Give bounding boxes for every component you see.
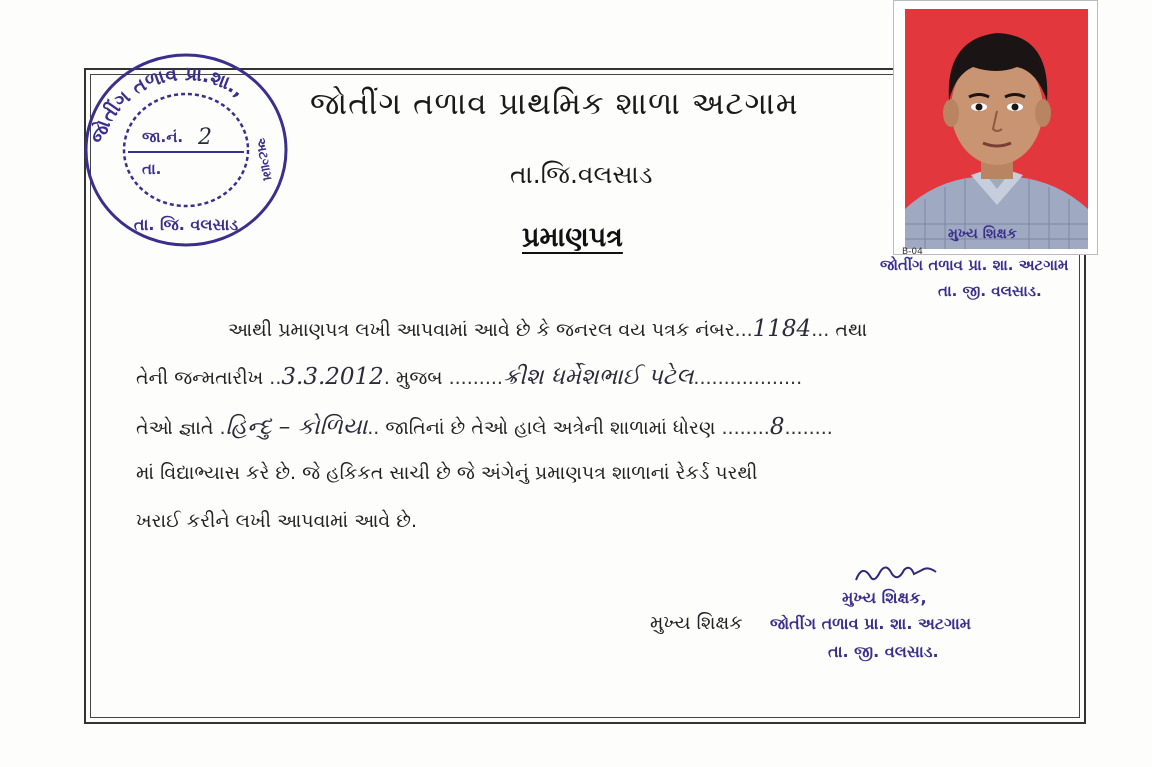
line3-middle: જાતિનાં છે તેઓ હાલે અત્રેની શાળામાં ધોરણ <box>385 417 716 439</box>
photo-stamp-line1: મુખ્ય શિક્ષક <box>948 226 1017 242</box>
student-name: ક્રીશ ધર્મેશભાઈ પટેલ <box>502 364 694 390</box>
body-line-2: તેની જન્મતારીખ ..3.3.2012. મુજબ .........ક્રીશ ધર્મેશભાઈ પટેલ.................. <box>136 364 803 390</box>
photo-stamp-code: B-04 <box>902 247 923 257</box>
body-line-5: ખરાઈ કરીને લખી આપવામાં આવે છે. <box>136 510 417 532</box>
seal-right-text: અટગામ <box>252 136 275 182</box>
signature-stamp-line1: મુખ્ય શિક્ષક, <box>842 588 927 607</box>
line1-end: તથા <box>835 319 868 341</box>
seal-reg-label: જા.નં. <box>142 128 184 146</box>
photo-background <box>905 9 1088 249</box>
caste-value: હિન્દુ – કોળિયા <box>225 414 368 440</box>
body-line-1: આથી પ્રમાણપત્ર લખી આપવામાં આવે છે કે જનરલ વય પત્રક નંબર...1184... તથા <box>228 316 868 342</box>
signature-stamp-line2: જોતીંગ તળાવ પ્રા. શા. અટગામ <box>770 614 972 633</box>
standard-value: 8 <box>769 414 785 440</box>
district-line: તા.જિ.વલસાડ <box>510 160 653 189</box>
seal-reg-value: 2 <box>198 125 212 150</box>
register-number: 1184 <box>752 316 812 342</box>
signature-label: મુખ્ય શિક્ષક <box>650 612 743 634</box>
birthdate-suffix: મુજબ <box>395 367 443 389</box>
student-portrait <box>905 9 1088 249</box>
student-photo <box>893 0 1098 255</box>
photo-stamp-line2: જોતીંગ તળાવ પ્રા. શા. અટગામ <box>880 256 1069 274</box>
body-line-4: માં વિદ્યાભ્યાસ કરે છે. જે હકિકત સાચી છે જે અંગેનું પ્રમાણપત્ર શાળાનાં રેકર્ડ પરથી <box>136 462 758 484</box>
photo-stamp-line3: તા. જી. વલસાડ. <box>938 282 1042 300</box>
birth-date: 3.3.2012 <box>281 364 384 390</box>
school-seal <box>80 50 292 250</box>
signature-stamp-line3: તા. જી. વલસાડ. <box>828 642 939 661</box>
line1-text: આથી પ્રમાણપત્ર લખી આપવામાં આવે છે કે જનરલ વય પત્રક નંબર <box>228 319 735 341</box>
seal-top-text: જોતીંગ તળાવ પ્રા.શા., <box>86 62 249 147</box>
body-line-3: તેઓ જ્ઞાતે .હિન્દુ – કોળિયા.. જાતિનાં છે તેઓ હાલે અત્રેની શાળામાં ધોરણ ........8........ <box>136 414 833 440</box>
birthdate-label: તેની જન્મતારીખ <box>136 367 264 389</box>
certificate-title: પ્રમાણપત્ર <box>522 222 623 253</box>
school-name: જોતીંગ તળાવ પ્રાથમિક શાળા અટગામ <box>310 86 799 122</box>
headmaster-signature <box>852 560 942 588</box>
caste-label: તેઓ જ્ઞાતે <box>136 417 214 439</box>
seal-ta-label: તા. <box>142 160 162 178</box>
seal-bottom-text: તા. જિ. વલસાડ <box>133 215 239 234</box>
